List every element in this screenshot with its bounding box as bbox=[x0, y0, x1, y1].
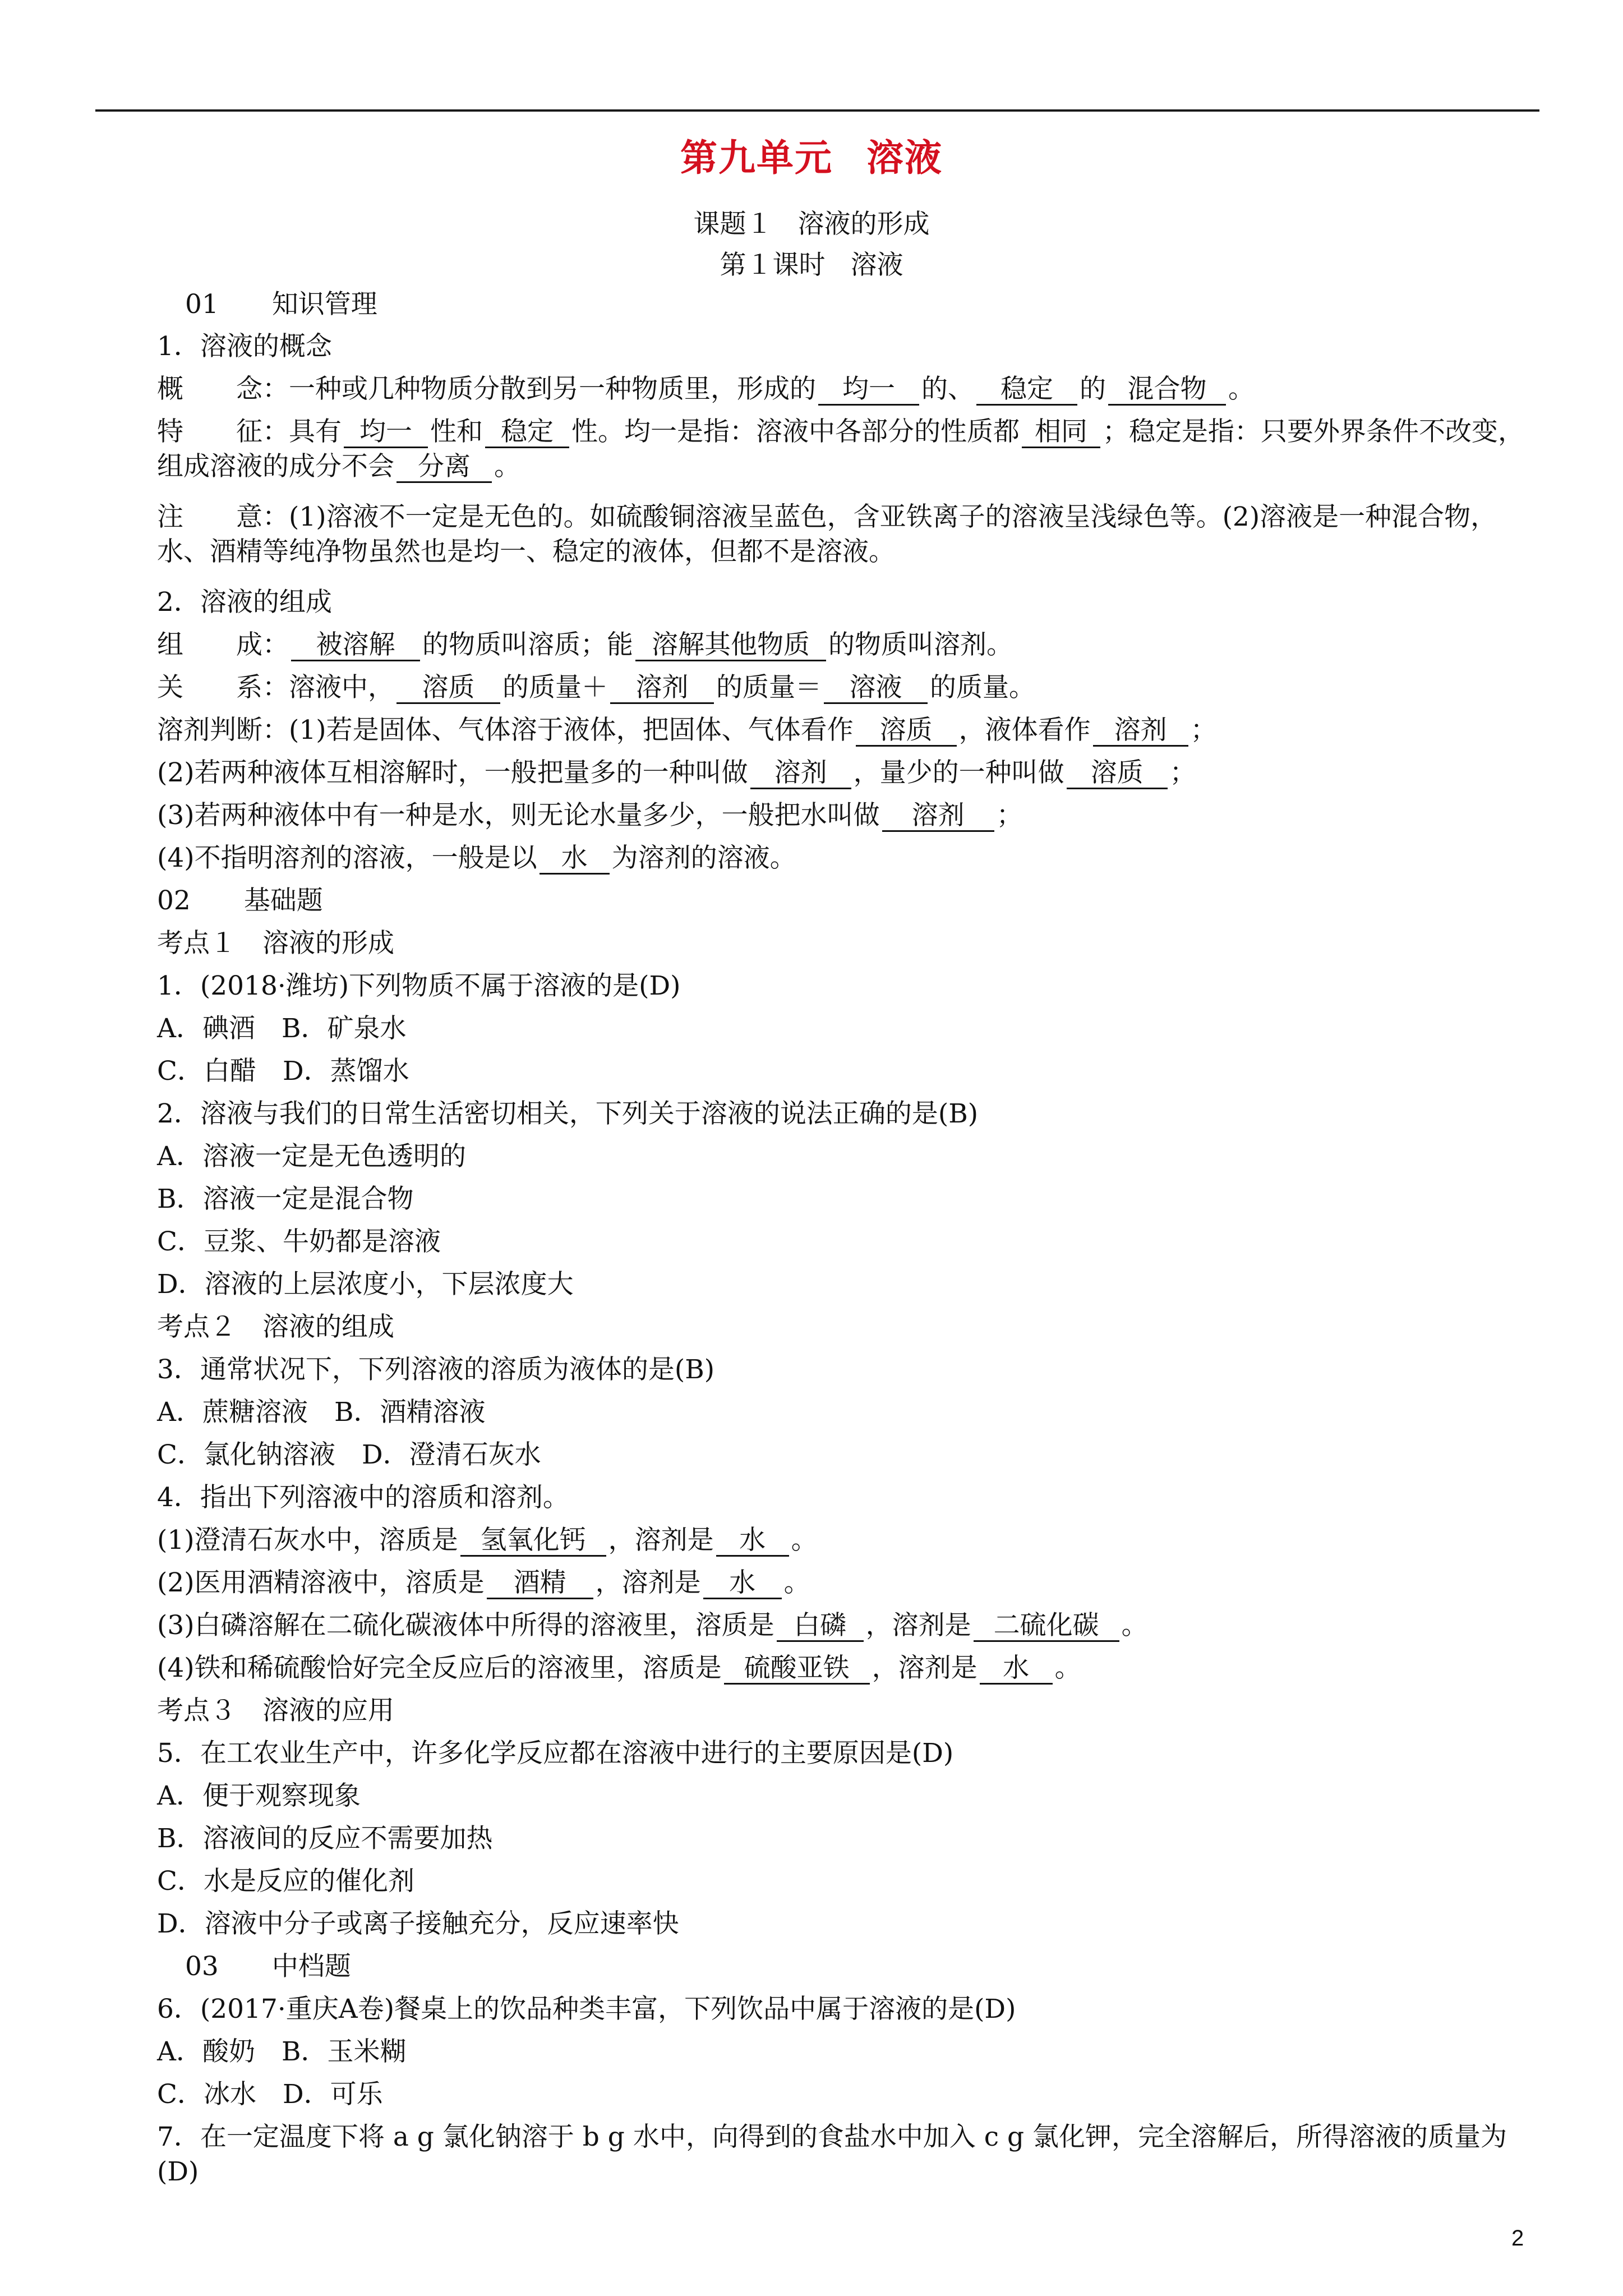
header-rule bbox=[95, 109, 1539, 112]
q3-options-ab: A．蔗糖溶液 B．酒精溶液 bbox=[157, 1397, 486, 1428]
text: 性和 bbox=[430, 416, 483, 447]
text: ； bbox=[996, 800, 1023, 831]
question-4: 4．指出下列溶液中的溶质和溶剂。 bbox=[157, 1482, 569, 1513]
answer-blank: 稳定 bbox=[485, 417, 569, 448]
q4-part-3 bbox=[157, 1608, 1148, 1643]
q2-option-c: C．豆浆、牛奶都是溶液 bbox=[157, 1226, 441, 1257]
note-text: (1)溶液不一定是无色的。如硫酸铜溶液呈蓝色，含亚铁离子的溶液呈浅绿色等。(2)溶液是一种混合物，水、酒精等纯净物虽然也是均一、稳定的液体，但都不是溶液。 bbox=[157, 501, 1497, 567]
q4-part-2 bbox=[157, 1566, 810, 1600]
answer-blank: 溶剂 bbox=[1093, 716, 1188, 747]
k1-heading: 1．溶液的概念 bbox=[157, 331, 332, 362]
answer-blank: 溶剂 bbox=[750, 758, 851, 789]
answer-blank: 二硫化碳 bbox=[974, 1611, 1119, 1642]
period-number: 第１课时 bbox=[720, 250, 826, 280]
answer-blank: 被溶解 bbox=[291, 631, 420, 661]
q5-option-d: D．溶液中分子或离子接触充分，反应速率快 bbox=[157, 1908, 679, 1939]
answer-blank: 水 bbox=[716, 1526, 789, 1557]
text: 的质量＋ bbox=[502, 672, 608, 703]
lesson-number: 课题１ bbox=[693, 209, 773, 240]
text: ； bbox=[1190, 715, 1217, 746]
text: 。 bbox=[1054, 1653, 1081, 1683]
field-label: 关 系： bbox=[157, 672, 289, 703]
kp3-heading: 考点３ 溶液的应用 bbox=[157, 1695, 394, 1726]
text: 具有 bbox=[289, 416, 342, 447]
answer-blank: 水 bbox=[703, 1568, 782, 1599]
q5-option-a: A．便于观察现象 bbox=[157, 1780, 361, 1811]
answer-blank: 水 bbox=[980, 1654, 1053, 1685]
section-heading-02 bbox=[157, 884, 323, 918]
q2-option-a: A．溶液一定是无色透明的 bbox=[157, 1141, 466, 1172]
text: (2)若两种液体互相溶解时，一般把量多的一种叫做 bbox=[157, 757, 748, 788]
unit-title-topic: 溶液 bbox=[866, 136, 943, 180]
q3-options-cd: C．氯化钠溶液 D．澄清石灰水 bbox=[157, 1439, 541, 1470]
feature-paragraph bbox=[157, 415, 1542, 484]
answer-blank: 混合物 bbox=[1108, 375, 1226, 406]
text: 溶液中， bbox=[289, 672, 394, 703]
question-6: 6．(2017·重庆A卷)餐桌上的饮品种类丰富，下列饮品中属于溶液的是(D) bbox=[157, 1994, 1016, 2024]
answer-blank: 氢氧化钙 bbox=[460, 1526, 606, 1557]
section-label: 中档题 bbox=[271, 1951, 351, 1982]
page-number: 2 bbox=[1511, 2226, 1524, 2251]
answer-blank: 稳定 bbox=[976, 375, 1077, 406]
section-label: 知识管理 bbox=[271, 289, 377, 320]
answer-blank: 溶液 bbox=[824, 673, 928, 704]
text: 一种或几种物质分散到另一种物质里，形成的 bbox=[289, 374, 816, 404]
text: 的质量。 bbox=[930, 672, 1035, 703]
text: ，溶剂是 bbox=[872, 1653, 978, 1683]
lesson-title bbox=[0, 203, 1623, 241]
text: ，溶剂是 bbox=[595, 1567, 701, 1598]
note-paragraph bbox=[157, 500, 1542, 569]
text: ；稳定是指：只要外界条件不改变，组成溶液的成分不会 bbox=[157, 416, 1524, 482]
text: 性。均一是指：溶液中各部分的性质都 bbox=[571, 416, 1020, 447]
relation-line bbox=[157, 670, 1035, 705]
text: 。 bbox=[783, 1567, 810, 1598]
section-number: 03 bbox=[185, 1951, 219, 1982]
question-1: 1．(2018·潍坊)下列物质不属于溶液的是(D) bbox=[157, 970, 681, 1001]
concept-line bbox=[157, 372, 1255, 407]
kp1-heading: 考点１ 溶液的形成 bbox=[157, 928, 394, 959]
field-label: 组 成： bbox=[157, 629, 289, 660]
q4-part-4 bbox=[157, 1651, 1081, 1686]
judge-line-2 bbox=[157, 756, 1196, 790]
lesson-name: 溶液的形成 bbox=[797, 209, 930, 240]
text: 。 bbox=[494, 451, 520, 482]
q1-options-cd: C．白醋 D．蒸馏水 bbox=[157, 1056, 409, 1087]
answer-blank: 均一 bbox=[818, 375, 919, 406]
kp2-heading: 考点２ 溶液的组成 bbox=[157, 1312, 394, 1342]
text: ； bbox=[1169, 757, 1196, 788]
text: (3)白磷溶解在二硫化碳液体中所得的溶液里，溶质是 bbox=[157, 1610, 774, 1641]
field-label: 注 意： bbox=[157, 501, 289, 532]
q2-option-b: B．溶液一定是混合物 bbox=[157, 1184, 414, 1214]
text: ，量少的一种叫做 bbox=[853, 757, 1064, 788]
answer-blank: 白磷 bbox=[777, 1611, 864, 1642]
answer-blank: 溶质 bbox=[396, 673, 500, 704]
question-5: 5．在工农业生产中，许多化学反应都在溶液中进行的主要原因是(D) bbox=[157, 1738, 954, 1769]
q6-options-cd: C．冰水 D．可乐 bbox=[157, 2079, 383, 2110]
text: 。 bbox=[1228, 374, 1255, 404]
answer-blank: 水 bbox=[540, 844, 610, 875]
q5-option-b: B．溶液间的反应不需要加热 bbox=[157, 1823, 493, 1854]
answer-blank: 分离 bbox=[396, 452, 492, 483]
unit-title-number: 第九单元 bbox=[680, 136, 833, 180]
answer-blank: 溶解其他物质 bbox=[635, 631, 826, 661]
answer-blank: 溶质 bbox=[1067, 758, 1168, 789]
text: (2)医用酒精溶液中，溶质是 bbox=[157, 1567, 485, 1598]
answer-blank: 酒精 bbox=[487, 1568, 593, 1599]
answer-blank: 溶剂 bbox=[882, 801, 994, 832]
question-2: 2．溶液与我们的日常生活密切相关，下列关于溶液的说法正确的是(B) bbox=[157, 1098, 979, 1129]
text: 。 bbox=[791, 1525, 818, 1556]
answer-blank: 均一 bbox=[344, 417, 428, 448]
text: (1)澄清石灰水中，溶质是 bbox=[157, 1525, 458, 1556]
text: (4)铁和稀硫酸恰好完全反应后的溶液里，溶质是 bbox=[157, 1653, 722, 1683]
period-name: 溶液 bbox=[850, 250, 903, 280]
judge-line-1 bbox=[157, 713, 1217, 748]
section-number: 01 bbox=[185, 289, 219, 320]
compose-line bbox=[157, 628, 1013, 662]
q4-part-1 bbox=[157, 1523, 818, 1558]
text: (4)不指明溶剂的溶液，一般是以 bbox=[157, 843, 537, 873]
field-label: 特 征： bbox=[157, 416, 289, 447]
text: 的物质叫溶剂。 bbox=[828, 629, 1013, 660]
text: ，液体看作 bbox=[958, 715, 1091, 746]
text: (3)若两种液体中有一种是水，则无论水量多少，一般把水叫做 bbox=[157, 800, 880, 831]
text: 。 bbox=[1121, 1610, 1148, 1641]
section-label: 基础题 bbox=[243, 885, 323, 916]
q1-options-ab: A．碘酒 B．矿泉水 bbox=[157, 1013, 407, 1044]
answer-blank: 相同 bbox=[1022, 417, 1100, 448]
answer-blank: 硫酸亚铁 bbox=[724, 1654, 870, 1685]
text: 的物质叫溶质；能 bbox=[422, 629, 633, 660]
text: 的质量＝ bbox=[716, 672, 822, 703]
text: 溶剂判断：(1)若是固体、气体溶于液体，把固体、气体看作 bbox=[157, 715, 854, 746]
question-7: 7．在一定温度下将 a g 氯化钠溶于 b g 水中，向得到的食盐水中加入 c g 氯化钾，完全溶解后，所得溶液的质量为(D) bbox=[157, 2122, 1507, 2187]
text: 的、 bbox=[921, 374, 974, 404]
text: ，溶剂是 bbox=[608, 1525, 714, 1556]
section-heading-03 bbox=[185, 1949, 351, 1984]
judge-line-4 bbox=[157, 841, 796, 876]
text: ，溶剂是 bbox=[865, 1610, 971, 1641]
q5-option-c: C．水是反应的催化剂 bbox=[157, 1866, 414, 1897]
text: 为溶剂的溶液。 bbox=[611, 843, 796, 873]
section-heading-01 bbox=[185, 287, 377, 322]
k2-heading: 2．溶液的组成 bbox=[157, 587, 332, 618]
question-3: 3．通常状况下，下列溶液的溶质为液体的是(B) bbox=[157, 1354, 715, 1385]
q2-option-d: D．溶液的上层浓度小，下层浓度大 bbox=[157, 1269, 574, 1300]
answer-blank: 溶剂 bbox=[610, 673, 714, 704]
answer-blank: 溶质 bbox=[856, 716, 957, 747]
unit-title bbox=[0, 128, 1623, 181]
judge-line-3 bbox=[157, 798, 1023, 833]
section-number: 02 bbox=[157, 885, 191, 916]
field-label: 概 念： bbox=[157, 374, 289, 404]
text: 的 bbox=[1080, 374, 1106, 404]
period-title bbox=[0, 244, 1623, 282]
q6-options-ab: A．酸奶 B．玉米糊 bbox=[157, 2036, 407, 2067]
